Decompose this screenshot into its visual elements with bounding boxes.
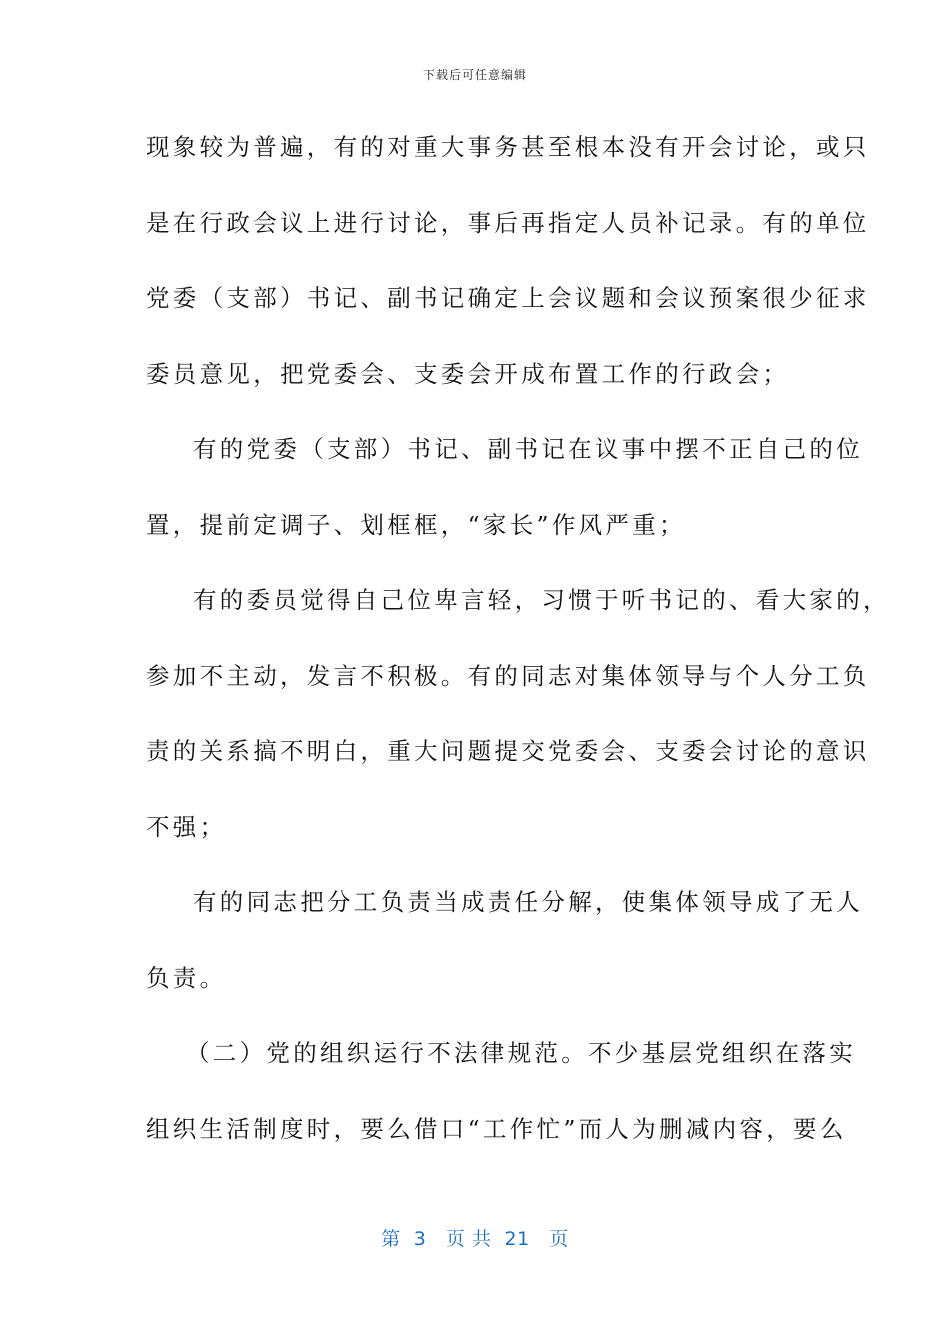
body-line: 党委（支部）书记、副书记确定上会议题和会议预案很少征求 <box>146 284 870 312</box>
body-line: 责的关系搞不明白，重大问题提交党委会、支委会讨论的意识 <box>146 737 870 765</box>
body-line: 委员意见，把党委会、支委会开成布置工作的行政会； <box>146 359 790 388</box>
page-number-footer: 第 3 页 共 21 页 <box>381 1228 569 1250</box>
body-line: 负责。 <box>146 963 227 992</box>
body-line: 有的党委（支部）书记、副书记在议事中摆不正自己的位 <box>193 435 863 463</box>
document-body <box>146 122 890 1179</box>
body-line: 参加不主动，发言不积极。有的同志对集体领导与个人分工负 <box>146 661 870 690</box>
body-line: 现象较为普遍，有的对重大事务甚至根本没有开会讨论，或只 <box>146 133 870 161</box>
body-line: 有的委员觉得自己位卑言轻，习惯于听书记的、看大家的， <box>193 586 890 614</box>
body-line: 置，提前定调子、划框框，“家长”作风严重； <box>146 510 686 539</box>
body-line: （二）党的组织运行不法律规范。不少基层党组织在落实 <box>186 1039 856 1067</box>
body-line: 有的同志把分工负责当成责任分解，使集体领导成了无人 <box>193 888 863 916</box>
body-line: 是在行政会议上进行讨论，事后再指定人员补记录。有的单位 <box>146 208 870 237</box>
body-line: 不强； <box>146 812 227 841</box>
body-line: 组织生活制度时，要么借口“工作忙”而人为删减内容，要么 <box>146 1114 847 1143</box>
header-note: 下载后可任意编辑 <box>422 68 527 82</box>
